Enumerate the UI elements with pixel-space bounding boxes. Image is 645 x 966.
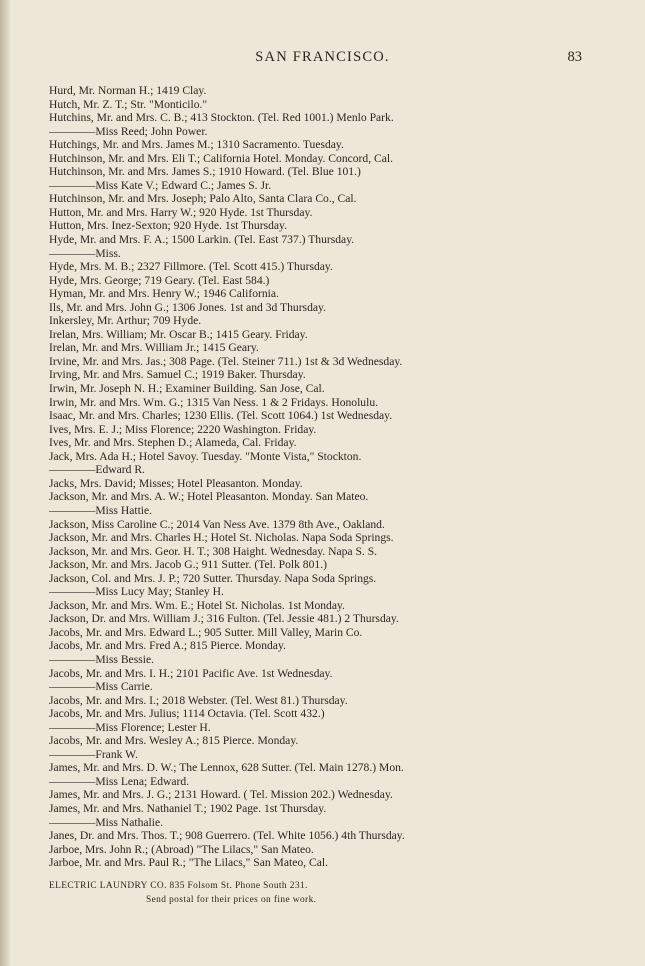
directory-entry: ————Miss Nathalie.: [49, 815, 163, 829]
directory-entry: Ils, Mr. and Mrs. John G.; 1306 Jones. 1st and 3d Thursday.: [49, 300, 326, 314]
directory-entry: Hutton, Mrs. Inez-Sexton; 920 Hyde. 1st Thursday.: [49, 219, 287, 233]
directory-entry: Jackson, Dr. and Mrs. William J.; 316 Fulton. (Tel. Jessie 481.) 2 Thursday.: [49, 612, 399, 626]
directory-entry: Jacobs, Mr. and Mrs. I. H.; 2101 Pacific Ave. 1st Wednesday.: [49, 666, 333, 680]
directory-entry: Jack, Mrs. Ada H.; Hotel Savoy. Tuesday. "Monte Vista," Stockton.: [49, 449, 362, 463]
directory-entry: James, Mr. and Mrs. D. W.; The Lennox, 628 Sutter. (Tel. Main 1278.) Mon.: [49, 761, 404, 775]
directory-entry: Hutchinson, Mr. and Mrs. James S.; 1910 Howard. (Tel. Blue 101.): [49, 165, 361, 179]
directory-entry: Ives, Mr. and Mrs. Stephen D.; Alameda, Cal. Friday.: [49, 436, 297, 450]
directory-entry: Jarboe, Mr. and Mrs. Paul R.; "The Lilacs," San Mateo, Cal.: [49, 856, 328, 870]
directory-entry: Jacobs, Mr. and Mrs. I.; 2018 Webster. (Tel. West 81.) Thursday.: [49, 693, 348, 707]
directory-entry: ————Miss Lucy May; Stanley H.: [49, 585, 224, 599]
directory-entry: Hutchinson, Mr. and Mrs. Eli T.; California Hotel. Monday. Concord, Cal.: [49, 151, 394, 165]
directory-entry: Irelan, Mrs. William; Mr. Oscar B.; 1415 Geary. Friday.: [49, 327, 308, 341]
running-title: SAN FRANCISCO.: [255, 49, 390, 65]
directory-entry: Inkersley, Mr. Arthur; 709 Hyde.: [49, 314, 202, 328]
directory-entry: Hutchings, Mr. and Mrs. James M.; 1310 Sacramento. Tuesday.: [49, 138, 344, 152]
directory-entry: Hyman, Mr. and Mrs. Henry W.; 1946 California.: [49, 287, 279, 301]
directory-entry: Jackson, Mr. and Mrs. A. W.; Hotel Pleasanton. Monday. San Mateo.: [49, 490, 369, 504]
page-number: 83: [567, 49, 582, 65]
directory-entry: Irvine, Mr. and Mrs. Jas.; 308 Page. (Tel. Steiner 711.) 1st & 3d Wednesday.: [49, 354, 403, 368]
directory-entry: James, Mr. and Mrs. J. G.; 2131 Howard. ( Tel. Mission 202.) Wednesday.: [49, 788, 393, 802]
directory-entry: Jacobs, Mr. and Mrs. Fred A.; 815 Pierce. Monday.: [49, 639, 286, 653]
directory-entry: Hurd, Mr. Norman H.; 1419 Clay.: [49, 84, 207, 97]
directory-entry: Hutchins, Mr. and Mrs. C. B.; 413 Stockton. (Tel. Red 1001.) Menlo Park.: [49, 111, 394, 125]
directory-entry: Jackson, Mr. and Mrs. Jacob G.; 911 Sutter. (Tel. Polk 801.): [49, 558, 327, 572]
directory-entry: ————Miss Bessie.: [49, 652, 154, 666]
footer-ad-line-2: Send postal for their prices on fine work.: [146, 895, 317, 905]
directory-entry: James, Mr. and Mrs. Nathaniel T.; 1902 Page. 1st Thursday.: [49, 801, 327, 815]
directory-entry: ————Edward R.: [49, 463, 145, 477]
directory-entry: Jacobs, Mr. and Mrs. Wesley A.; 815 Pierce. Monday.: [49, 734, 299, 748]
directory-entry: Jackson, Mr. and Mrs. Charles H.; Hotel St. Nicholas. Napa Soda Springs.: [49, 531, 394, 545]
directory-entry: ————Miss Kate V.; Edward C.; James S. Jr.: [49, 178, 272, 192]
page-binding-edge: [0, 0, 10, 966]
directory-entry: Ives, Mrs. E. J.; Miss Florence; 2220 Washington. Friday.: [49, 422, 317, 436]
directory-entry: Jackson, Mr. and Mrs. Wm. E.; Hotel St. Nicholas. 1st Monday.: [49, 598, 345, 612]
directory-entry: Hutchinson, Mr. and Mrs. Joseph; Palo Alto, Santa Clara Co., Cal.: [49, 192, 357, 206]
footer-ad-line-1: ELECTRIC LAUNDRY CO. 835 Folsom St. Phone South 231.: [49, 881, 308, 891]
advertisement-footer: [0, 879, 645, 907]
directory-entry: Irelan, Mr. and Mrs. William Jr.; 1415 Geary.: [49, 341, 259, 355]
directory-entry: Hutton, Mr. and Mrs. Harry W.; 920 Hyde. 1st Thursday.: [49, 205, 313, 219]
directory-entry: Jacobs, Mr. and Mrs. Julius; 1114 Octavia. (Tel. Scott 432.): [49, 707, 325, 721]
directory-entry: ————Miss.: [49, 246, 121, 260]
directory-entry: Jackson, Miss Caroline C.; 2014 Van Ness Ave. 1379 8th Ave., Oakland.: [49, 517, 385, 531]
directory-entry: Hyde, Mrs. M. B.; 2327 Fillmore. (Tel. Scott 415.) Thursday.: [49, 260, 333, 274]
directory-entry: ————Miss Hattie.: [49, 503, 153, 517]
page-header: [0, 49, 645, 69]
directory-entry: Jackson, Mr. and Mrs. Geor. H. T.; 308 Haight. Wednesday. Napa S. S.: [49, 544, 378, 558]
directory-entry: ————Miss Lena; Edward.: [49, 774, 190, 788]
directory-entry: Irving, Mr. and Mrs. Samuel C.; 1919 Baker. Thursday.: [49, 368, 306, 382]
directory-entry: Jackson, Col. and Mrs. J. P.; 720 Sutter. Thursday. Napa Soda Springs.: [49, 571, 377, 585]
directory-entry: Jarboe, Mrs. John R.; (Abroad) "The Lilacs," San Mateo.: [49, 842, 314, 856]
directory-entry: Jacobs, Mr. and Mrs. Edward L.; 905 Sutter. Mill Valley, Marin Co.: [49, 625, 363, 639]
directory-entry: ————Miss Florence; Lester H.: [49, 720, 211, 734]
directory-entry: ————Miss Carrie.: [49, 680, 153, 694]
directory-entry: ————Frank W.: [49, 747, 138, 761]
directory-entry: Hyde, Mr. and Mrs. F. A.; 1500 Larkin. (Tel. East 737.) Thursday.: [49, 233, 355, 247]
directory-entry: Hutch, Mr. Z. T.; Str. "Monticilo.": [49, 97, 208, 111]
directory-entry: Hyde, Mrs. George; 719 Geary. (Tel. East 584.): [49, 273, 270, 287]
directory-entry: Janes, Dr. and Mrs. Thos. T.; 908 Guerrero. (Tel. White 1056.) 4th Thursday.: [49, 829, 405, 843]
directory-entry: Irwin, Mr. and Mrs. Wm. G.; 1315 Van Ness. 1 & 2 Fridays. Honolulu.: [49, 395, 379, 409]
directory-entry: Isaac, Mr. and Mrs. Charles; 1230 Ellis. (Tel. Scott 1064.) 1st Wednesday.: [49, 409, 393, 423]
directory-entries: [49, 84, 589, 870]
directory-entry: Irwin, Mr. Joseph N. H.; Examiner Building. San Jose, Cal.: [49, 382, 325, 396]
directory-entry: Jacks, Mrs. David; Misses; Hotel Pleasanton. Monday.: [49, 476, 303, 490]
directory-entry: ————Miss Reed; John Power.: [49, 124, 208, 138]
